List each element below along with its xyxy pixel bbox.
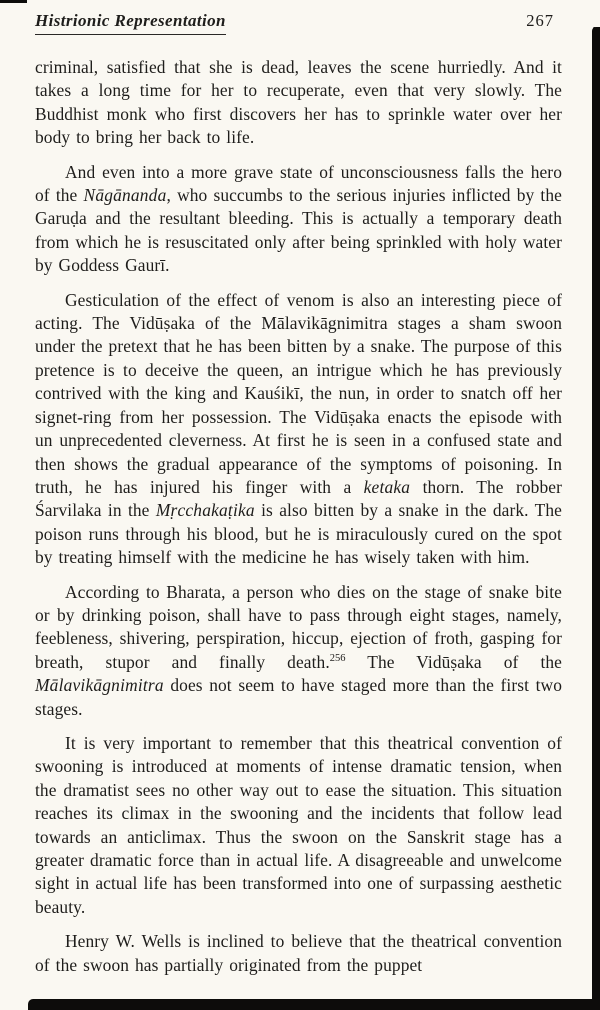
footnote-marker: 256: [329, 652, 346, 664]
page-header: [35, 11, 570, 35]
text-run: It is very important to remember that this theatrical convention of swooning is introduced at moments of intense dramatic tension, when the dramatist sees no other way out to ease the situation. This situation reaches its climax in the swooning and the incidents that follow lead towards an anticlimax. Thus the swoon on the Sanskrit stage has a greater dramatic force than in actual life. A disagreeable and unwelcome sight in actual life has been transformed into one of surpassing aesthetic beauty.: [35, 732, 562, 917]
scan-artifact-bottom-edge: [28, 999, 600, 1010]
scan-artifact-right-edge-upper: [593, 27, 596, 207]
text-run: The Vidūṣaka of the: [345, 651, 562, 672]
text-run: Nāgānanda: [83, 185, 167, 206]
text-run: Mṛcchakaṭika: [155, 500, 255, 521]
text-run: thorn. The robber Śarvilaka in the: [35, 476, 562, 521]
paragraph: [35, 930, 562, 977]
page-body: [35, 56, 562, 988]
text-run: is also bitten by a snake in the dark. The poison runs through his blood, but he is miraculously cured on the spot by treating himself with the medicine he has wisely taken with him.: [35, 500, 562, 568]
page-number: 267: [526, 11, 554, 30]
text-run: ketaka: [363, 476, 411, 497]
paragraph: [35, 581, 562, 721]
text-run: Gesticulation of the effect of venom is also an interesting piece of acting. The Vidūṣaka of the Mālavikāgnimitra stages a sham swoon under the pretext that he has been bitten by a snake. The purpose of this pretence is to deceive the queen, an intrigue which he has previously contrived with the king and Kauśikī, the nun, in order to snatch off her signet-ring from her possession. The Vidūṣaka enacts the episode with un unprecedented cleverness. At first he is seen in a confused state and then shows the gradual appearance of the symptoms of poisoning. In truth, he has injured his finger with a: [35, 289, 562, 497]
text-run: , who succumbs to the serious injuries inflicted by the Garuḍa and the resultant bleeding. This is actually a temporary death from which he is resuscitated only after being sprinkled with holy water by Goddess Gaurī.: [35, 185, 562, 276]
text-run: Henry W. Wells is inclined to believe that the theatrical convention of the swoon has partially originated from the puppet: [35, 931, 562, 975]
text-run: does not seem to have staged more than the first two stages.: [35, 675, 562, 719]
text-run: criminal, satisfied that she is dead, leaves the scene hurriedly. And it takes a long time for her to recuperate, even that very slowly. The Buddhist monk who first discovers her has to sprinkle water over her body to bring her back to life.: [35, 57, 562, 148]
scan-artifact-top-left: [0, 0, 27, 3]
text-run: And even into a more grave state of unconsciousness falls the hero of the: [35, 161, 562, 206]
text-run: According to Bharata, a person who dies on the stage of snake bite or by drinking poison, shall have to pass through eight stages, namely, feebleness, shivering, perspiration, hiccup, ejection of froth, gasping for breath, stupor and finally death.: [35, 581, 562, 672]
paragraph: [35, 289, 562, 570]
running-title: Histrionic Representation: [35, 11, 226, 35]
paragraph: [35, 161, 562, 278]
text-run: Mālavikāgnimitra: [35, 675, 164, 696]
paragraph: [35, 56, 562, 150]
paragraph: [35, 732, 562, 919]
